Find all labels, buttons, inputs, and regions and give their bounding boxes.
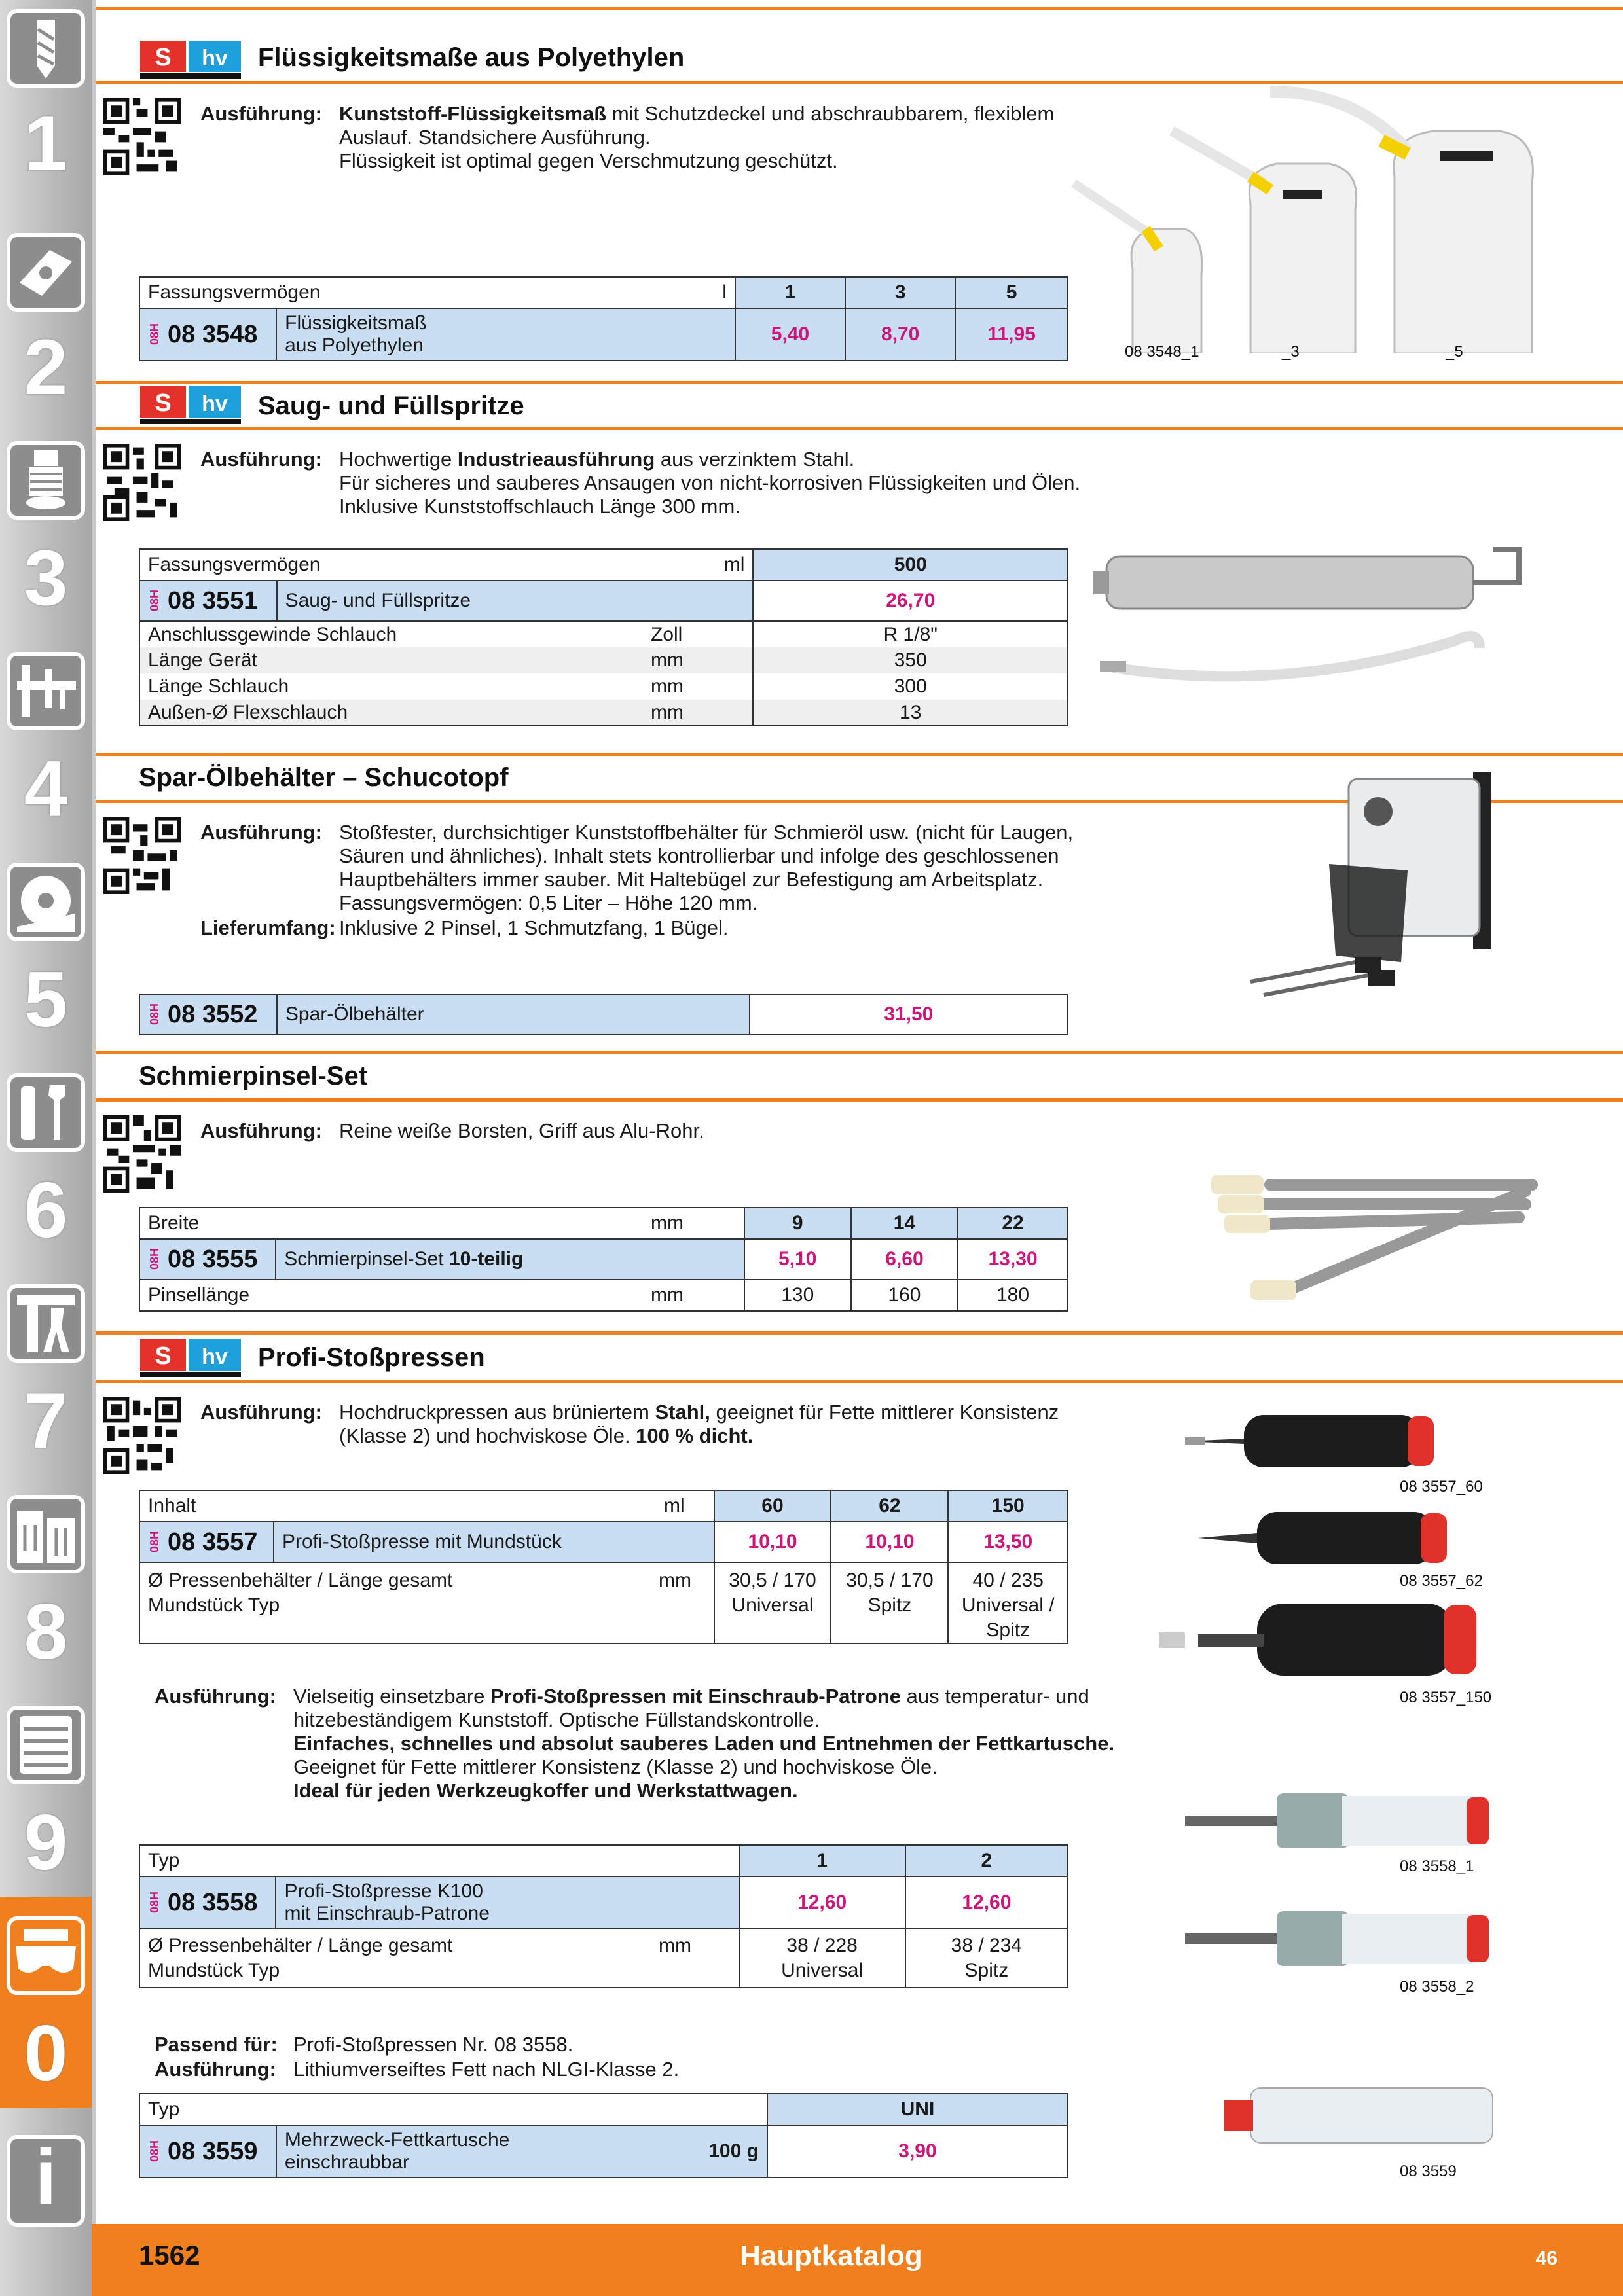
- column-label: Typ: [139, 1845, 739, 1876]
- image-caption: 08 3548_1: [1125, 343, 1199, 361]
- chapter-number: 2: [24, 323, 68, 411]
- price: 13,30: [958, 1239, 1068, 1280]
- spec-value: Spitz: [867, 1594, 912, 1616]
- section-title: Profi-Stoßpressen: [258, 1343, 485, 1372]
- spec-value: Universal /: [961, 1594, 1055, 1616]
- article-number: 08 3552: [168, 1000, 258, 1028]
- chapter-tab-5[interactable]: [0, 843, 92, 1054]
- column-header: 22: [958, 1208, 1068, 1239]
- image-caption: _3: [1282, 343, 1300, 361]
- spec-label: Mundstück Typ: [148, 1594, 280, 1616]
- chapter-sidebar: [0, 0, 92, 2296]
- drill-bit-icon: [7, 9, 85, 88]
- description-label: Ausführung:: [155, 1685, 276, 1708]
- image-caption: _5: [1446, 343, 1463, 361]
- chapter-number: 1: [24, 99, 68, 187]
- workshop-cabinet-icon: [7, 1706, 85, 1784]
- spec-value: 30,5 / 170: [846, 1570, 934, 1591]
- product-image-liquid-measures: [1054, 79, 1552, 353]
- qr-code[interactable]: [103, 817, 181, 894]
- spec-table: Typ UNI 08H 08 3559 Mehrzweck-Fettkartusche einschraubbar 100 g 3,90: [139, 2093, 1068, 2178]
- product-image-oil-container: [1237, 766, 1552, 1014]
- description-text: Profi-Stoßpressen Nr. 08 3558.: [293, 2033, 574, 2056]
- image-caption: 08 3558_1: [1400, 1857, 1474, 1875]
- cutting-insert-icon: [7, 233, 85, 312]
- description-label: Ausführung:: [200, 1119, 322, 1142]
- chapter-tab-1[interactable]: [0, 0, 92, 211]
- svg-text:hv: hv: [202, 391, 228, 416]
- quantity: 100 g: [602, 2125, 767, 2178]
- price: 6,60: [851, 1239, 958, 1280]
- price: 12,60: [739, 1876, 905, 1929]
- qr-code[interactable]: [103, 444, 181, 521]
- description-label: Ausführung:: [200, 1401, 322, 1424]
- column-header: 3: [845, 277, 955, 308]
- description-text: Inklusive Kunststoffschlauch Länge 300 mm.: [339, 495, 740, 518]
- column-label: Fassungsvermögen: [148, 281, 321, 303]
- description-text: Einfaches, schnelles und absolut sauberes Laden und Entnehmen der Fettkartusche.: [293, 1732, 1115, 1755]
- spec-table: Fassungsvermögen ml 500 08H 08 3551 Saug- und Füllspritze 26,70 Anschlussgewinde Schlauch Zoll R 1/8" Länge Gerät mm 350 Länge Schlauch mm 300 Außen-Ø Flexschlauch mm 13: [139, 548, 1068, 726]
- image-caption: 08 3557_62: [1400, 1572, 1483, 1590]
- description-label: Ausführung:: [200, 821, 322, 844]
- column-header: 62: [831, 1490, 948, 1522]
- price: 8,70: [845, 308, 955, 361]
- unit-label: ml: [723, 554, 745, 575]
- samoa-hallbauer-logo: [140, 1339, 245, 1378]
- unit-label: mm: [651, 1212, 684, 1234]
- spec-value: 30,5 / 170: [729, 1570, 816, 1591]
- chapter-number: 4: [24, 745, 68, 833]
- chapter-tab-8[interactable]: [0, 1475, 92, 1686]
- column-header: 14: [851, 1208, 958, 1239]
- price: 5,40: [735, 308, 845, 361]
- section-divider: [96, 7, 1623, 10]
- page-footer: [92, 2224, 1623, 2296]
- column-label: Typ: [139, 2094, 767, 2125]
- svg-text:hv: hv: [202, 46, 228, 71]
- column-label: Fassungsvermögen: [148, 554, 321, 575]
- product-image-brushes: [1211, 1158, 1552, 1316]
- sidebar-divider: [92, 0, 96, 2296]
- section-divider: [96, 427, 1623, 430]
- chapter-number: 5: [24, 956, 68, 1043]
- chapter-tab-9[interactable]: [0, 1686, 92, 1897]
- article-number: 08 3559: [168, 2137, 258, 2165]
- image-caption: 08 3558_2: [1400, 1978, 1474, 1996]
- description-label: Ausführung:: [200, 102, 322, 125]
- column-header: 500: [753, 549, 1068, 581]
- spec-value: 180: [958, 1280, 1068, 1311]
- spec-value: Spitz: [986, 1619, 1030, 1641]
- spec-label: Ø Pressenbehälter / Länge gesamt: [148, 1935, 453, 1956]
- unit-label: ml: [664, 1495, 685, 1516]
- article-name: Profi-Stoßpresse mit Mundstück: [274, 1522, 714, 1562]
- image-caption: 08 3557_60: [1400, 1478, 1483, 1496]
- article-name: Profi-Stoßpresse K100: [284, 1880, 483, 1902]
- spec-value: 130: [744, 1280, 851, 1311]
- section-divider: [96, 1051, 1623, 1054]
- spec-value: Universal: [731, 1594, 814, 1616]
- spec-label: Außen-Ø Flexschlauch: [148, 701, 348, 723]
- chapter-number: 7: [24, 1377, 68, 1465]
- description-text: hitzebeständigem Kunststoff. Optische Füllstandskontrolle.: [293, 1708, 820, 1731]
- section-title: Flüssigkeitsmaße aus Polyethylen: [258, 43, 685, 72]
- chapter-tab-0[interactable]: [0, 1897, 92, 2108]
- article-number-cell: 08H 08 3559: [139, 2125, 276, 2178]
- section-divider: [96, 1380, 1623, 1383]
- description-text: Säuren und ähnliches). Inhalt stets kontrollierbar und infolge des geschlossenen: [339, 844, 1059, 867]
- spec-value: 300: [753, 673, 1068, 700]
- description-text: Kunststoff-Flüssigkeitsmaß mit Schutzdeckel und abschraubbarem, flexiblem: [339, 102, 1055, 125]
- section-title: Spar-Ölbehälter – Schucotopf: [139, 763, 509, 792]
- description-text: Hauptbehälters immer sauber. Mit Haltebügel zur Befestigung am Arbeitsplatz.: [339, 868, 1044, 891]
- spec-value: 13: [753, 700, 1068, 726]
- chapter-number: 9: [24, 1799, 68, 1886]
- column-header: UNI: [767, 2094, 1068, 2125]
- section-divider: [96, 381, 1623, 384]
- article-name: Mehrzweck-Fettkartusche: [284, 2129, 510, 2151]
- column-header: 9: [744, 1208, 851, 1239]
- description-label: Ausführung:: [155, 2058, 276, 2081]
- caliper-icon: [7, 652, 85, 730]
- description-text: Flüssigkeit ist optimal gegen Verschmutzung geschützt.: [339, 149, 838, 172]
- article-number: 08 3548: [168, 320, 258, 348]
- section-title: Saug- und Füllspritze: [258, 391, 524, 420]
- spec-label: Länge Gerät: [148, 649, 257, 671]
- chapter-number: 3: [24, 534, 68, 622]
- article-number: 08 3558: [168, 1888, 258, 1916]
- description-label: Ausführung:: [200, 448, 322, 471]
- safety-glasses-icon: [7, 1916, 85, 1995]
- description-text: Hochdruckpressen aus brüniertem Stahl, geeignet für Fette mittlerer Konsistenz: [339, 1401, 1059, 1424]
- page-number: 1562: [139, 2240, 200, 2270]
- description-text: Auslauf. Standsichere Ausführung.: [339, 126, 651, 149]
- info-icon: i: [7, 2135, 85, 2227]
- grinding-disc-icon: [7, 863, 85, 941]
- price: 31,50: [750, 994, 1068, 1035]
- svg-text:S: S: [155, 1342, 172, 1370]
- article-number-cell: 08H 08 3551: [139, 581, 277, 621]
- spec-table: Typ 1 2 08H 08 3558 Profi-Stoßpresse K100 mit Einschraub-Patrone 12,60 12,60 Ø Pressenbehälter / Länge gesamt mm Mundstück Typ 38 / 228 Universal 38 / 234 Spitz: [139, 1844, 1068, 1988]
- price: 26,70: [753, 581, 1068, 621]
- samoa-hallbauer-logo: [140, 386, 245, 425]
- qr-code[interactable]: [103, 98, 181, 175]
- image-caption: 08 3559: [1400, 2162, 1457, 2180]
- wrench-icon: [7, 1073, 85, 1152]
- chapter-tab-2[interactable]: [0, 211, 92, 422]
- price: 5,10: [744, 1239, 851, 1280]
- description-text: Inklusive 2 Pinsel, 1 Schmutzfang, 1 Bügel.: [339, 916, 729, 939]
- price: 10,10: [714, 1522, 831, 1562]
- unit-label: l: [722, 281, 727, 303]
- catalog-name: Hauptkatalog: [740, 2240, 922, 2272]
- section-title: Schmierpinsel-Set: [139, 1062, 368, 1090]
- product-image-grease-guns: [1146, 1407, 1552, 2206]
- column-header: 5: [955, 277, 1068, 308]
- column-header: 60: [714, 1490, 831, 1522]
- description-text: Fassungsvermögen: 0,5 Liter – Höhe 120 mm.: [339, 891, 758, 914]
- price: 10,10: [831, 1522, 948, 1562]
- column-header: 150: [948, 1490, 1068, 1522]
- price: 13,50: [948, 1522, 1068, 1562]
- product-image-syringe: [1087, 543, 1545, 726]
- column-header: 1: [735, 277, 845, 308]
- spec-table: Inhalt ml 60 62 150 08H 08 3557 Profi-Stoßpresse mit Mundstück 10,10 10,10 13,50 Ø Pressenbehälter / Länge gesamt mm Mundstück Typ 30,5 / 170 Universal 30,5 / 170 Spitz 40 / 235 Universal / Spitz: [139, 1490, 1068, 1644]
- description-text: Vielseitig einsetzbare Profi-Stoßpressen mit Einschraub-Patrone aus temperatur- und: [293, 1685, 1089, 1708]
- section-divider: [96, 1331, 1623, 1335]
- section-marker: 46: [1535, 2248, 1558, 2269]
- svg-text:hv: hv: [202, 1344, 228, 1369]
- description-text: Lithiumverseiftes Fett nach NLGI-Klasse 2.: [293, 2058, 680, 2081]
- column-label: Breite: [148, 1212, 200, 1234]
- spec-table: [139, 994, 1068, 1035]
- spec-value: 38 / 234: [951, 1935, 1023, 1956]
- spec-value: 38 / 228: [786, 1935, 858, 1956]
- article-number-cell: 08H 08 3552: [139, 994, 277, 1035]
- toolbox-icon: [7, 1495, 85, 1573]
- chuck-icon: [7, 441, 85, 520]
- chapter-tab-3[interactable]: [0, 422, 92, 632]
- samoa-hallbauer-logo: [140, 41, 245, 80]
- image-caption: 08 3557_150: [1400, 1689, 1492, 1706]
- description-text: (Klasse 2) und hochviskose Öle. 100 % dicht.: [339, 1424, 754, 1447]
- article-name: Saug- und Füllspritze: [277, 581, 754, 621]
- chapter-tab-7[interactable]: [0, 1265, 92, 1475]
- spec-value: 40 / 235: [972, 1570, 1044, 1591]
- description-label: Passend für:: [155, 2033, 278, 2056]
- article-number: 08 3557: [168, 1528, 258, 1556]
- price: 12,60: [905, 1876, 1068, 1929]
- article-name: Schmierpinsel-Set 10-teilig: [276, 1239, 744, 1280]
- section-divider: [96, 1098, 1623, 1102]
- chapter-number: 6: [24, 1166, 68, 1254]
- article-number-cell: 08H 08 3558: [139, 1876, 276, 1929]
- description-text: Ideal für jeden Werkzeugkoffer und Werkstattwagen.: [293, 1779, 798, 1802]
- column-header: 1: [739, 1845, 905, 1876]
- article-name: Spar-Ölbehälter: [277, 994, 750, 1035]
- section-divider: [96, 753, 1623, 756]
- description-text: Hochwertige Industrieausführung aus verzinktem Stahl.: [339, 448, 855, 471]
- chapter-tab-4[interactable]: [0, 632, 92, 843]
- chapter-number: 0: [24, 2009, 68, 2097]
- spec-value: Spitz: [964, 1960, 1009, 1981]
- spec-value: Universal: [781, 1960, 864, 1981]
- spec-label: Ø Pressenbehälter / Länge gesamt: [148, 1570, 453, 1591]
- article-number-cell: 08H 08 3548: [139, 308, 276, 361]
- qr-code[interactable]: [103, 1115, 181, 1193]
- spec-label: Anschlussgewinde Schlauch: [148, 623, 397, 645]
- pliers-icon: [7, 1284, 85, 1363]
- description-text: Stoßfester, durchsichtiger Kunststoffbehälter für Schmieröl usw. (nicht für Laugen,: [339, 821, 1074, 844]
- spec-table: Breite mm 9 14 22 08H 08 3555 Schmierpinsel-Set 10-teilig 5,10 6,60 13,30 Pinsellänge mm 130 160 180: [139, 1207, 1068, 1312]
- article-number-cell: 08H 08 3557: [139, 1522, 274, 1562]
- price: 3,90: [767, 2125, 1068, 2178]
- spec-value: 160: [851, 1280, 958, 1311]
- spec-label: Pinsellänge: [148, 1284, 250, 1306]
- description-label: Lieferumfang:: [200, 916, 336, 939]
- spec-value: 350: [753, 647, 1068, 673]
- svg-text:S: S: [155, 44, 172, 71]
- chapter-tab-6[interactable]: [0, 1054, 92, 1265]
- chapter-number: 8: [24, 1588, 68, 1676]
- article-name: Flüssigkeitsmaß: [285, 312, 427, 334]
- description-text: Geeignet für Fette mittlerer Konsistenz (Klasse 2) und hochviskose Öle.: [293, 1755, 938, 1778]
- article-number-cell: 08H 08 3555: [139, 1239, 276, 1280]
- svg-text:S: S: [155, 389, 172, 417]
- spec-label: Mundstück Typ: [148, 1960, 280, 1981]
- column-header: 2: [905, 1845, 1068, 1876]
- column-label: Inhalt: [148, 1495, 196, 1516]
- spec-table: Fassungsvermögen l 1 3 5 08H 08 3548 Flüssigkeitsmaß aus Polyethylen 5,40 8,70 11,95: [139, 276, 1068, 361]
- spec-label: Länge Schlauch: [148, 675, 289, 697]
- article-number: 08 3555: [168, 1245, 258, 1273]
- price: 11,95: [955, 308, 1068, 361]
- qr-code[interactable]: [103, 1397, 181, 1474]
- description-text: Reine weiße Borsten, Griff aus Alu-Rohr.: [339, 1119, 704, 1142]
- chapter-tab-info[interactable]: [0, 2108, 92, 2296]
- article-number: 08 3551: [168, 586, 258, 615]
- spec-value: R 1/8": [753, 621, 1068, 647]
- description-text: Für sicheres und sauberes Ansaugen von nicht-korrosiven Flüssigkeiten und Ölen.: [339, 471, 1081, 494]
